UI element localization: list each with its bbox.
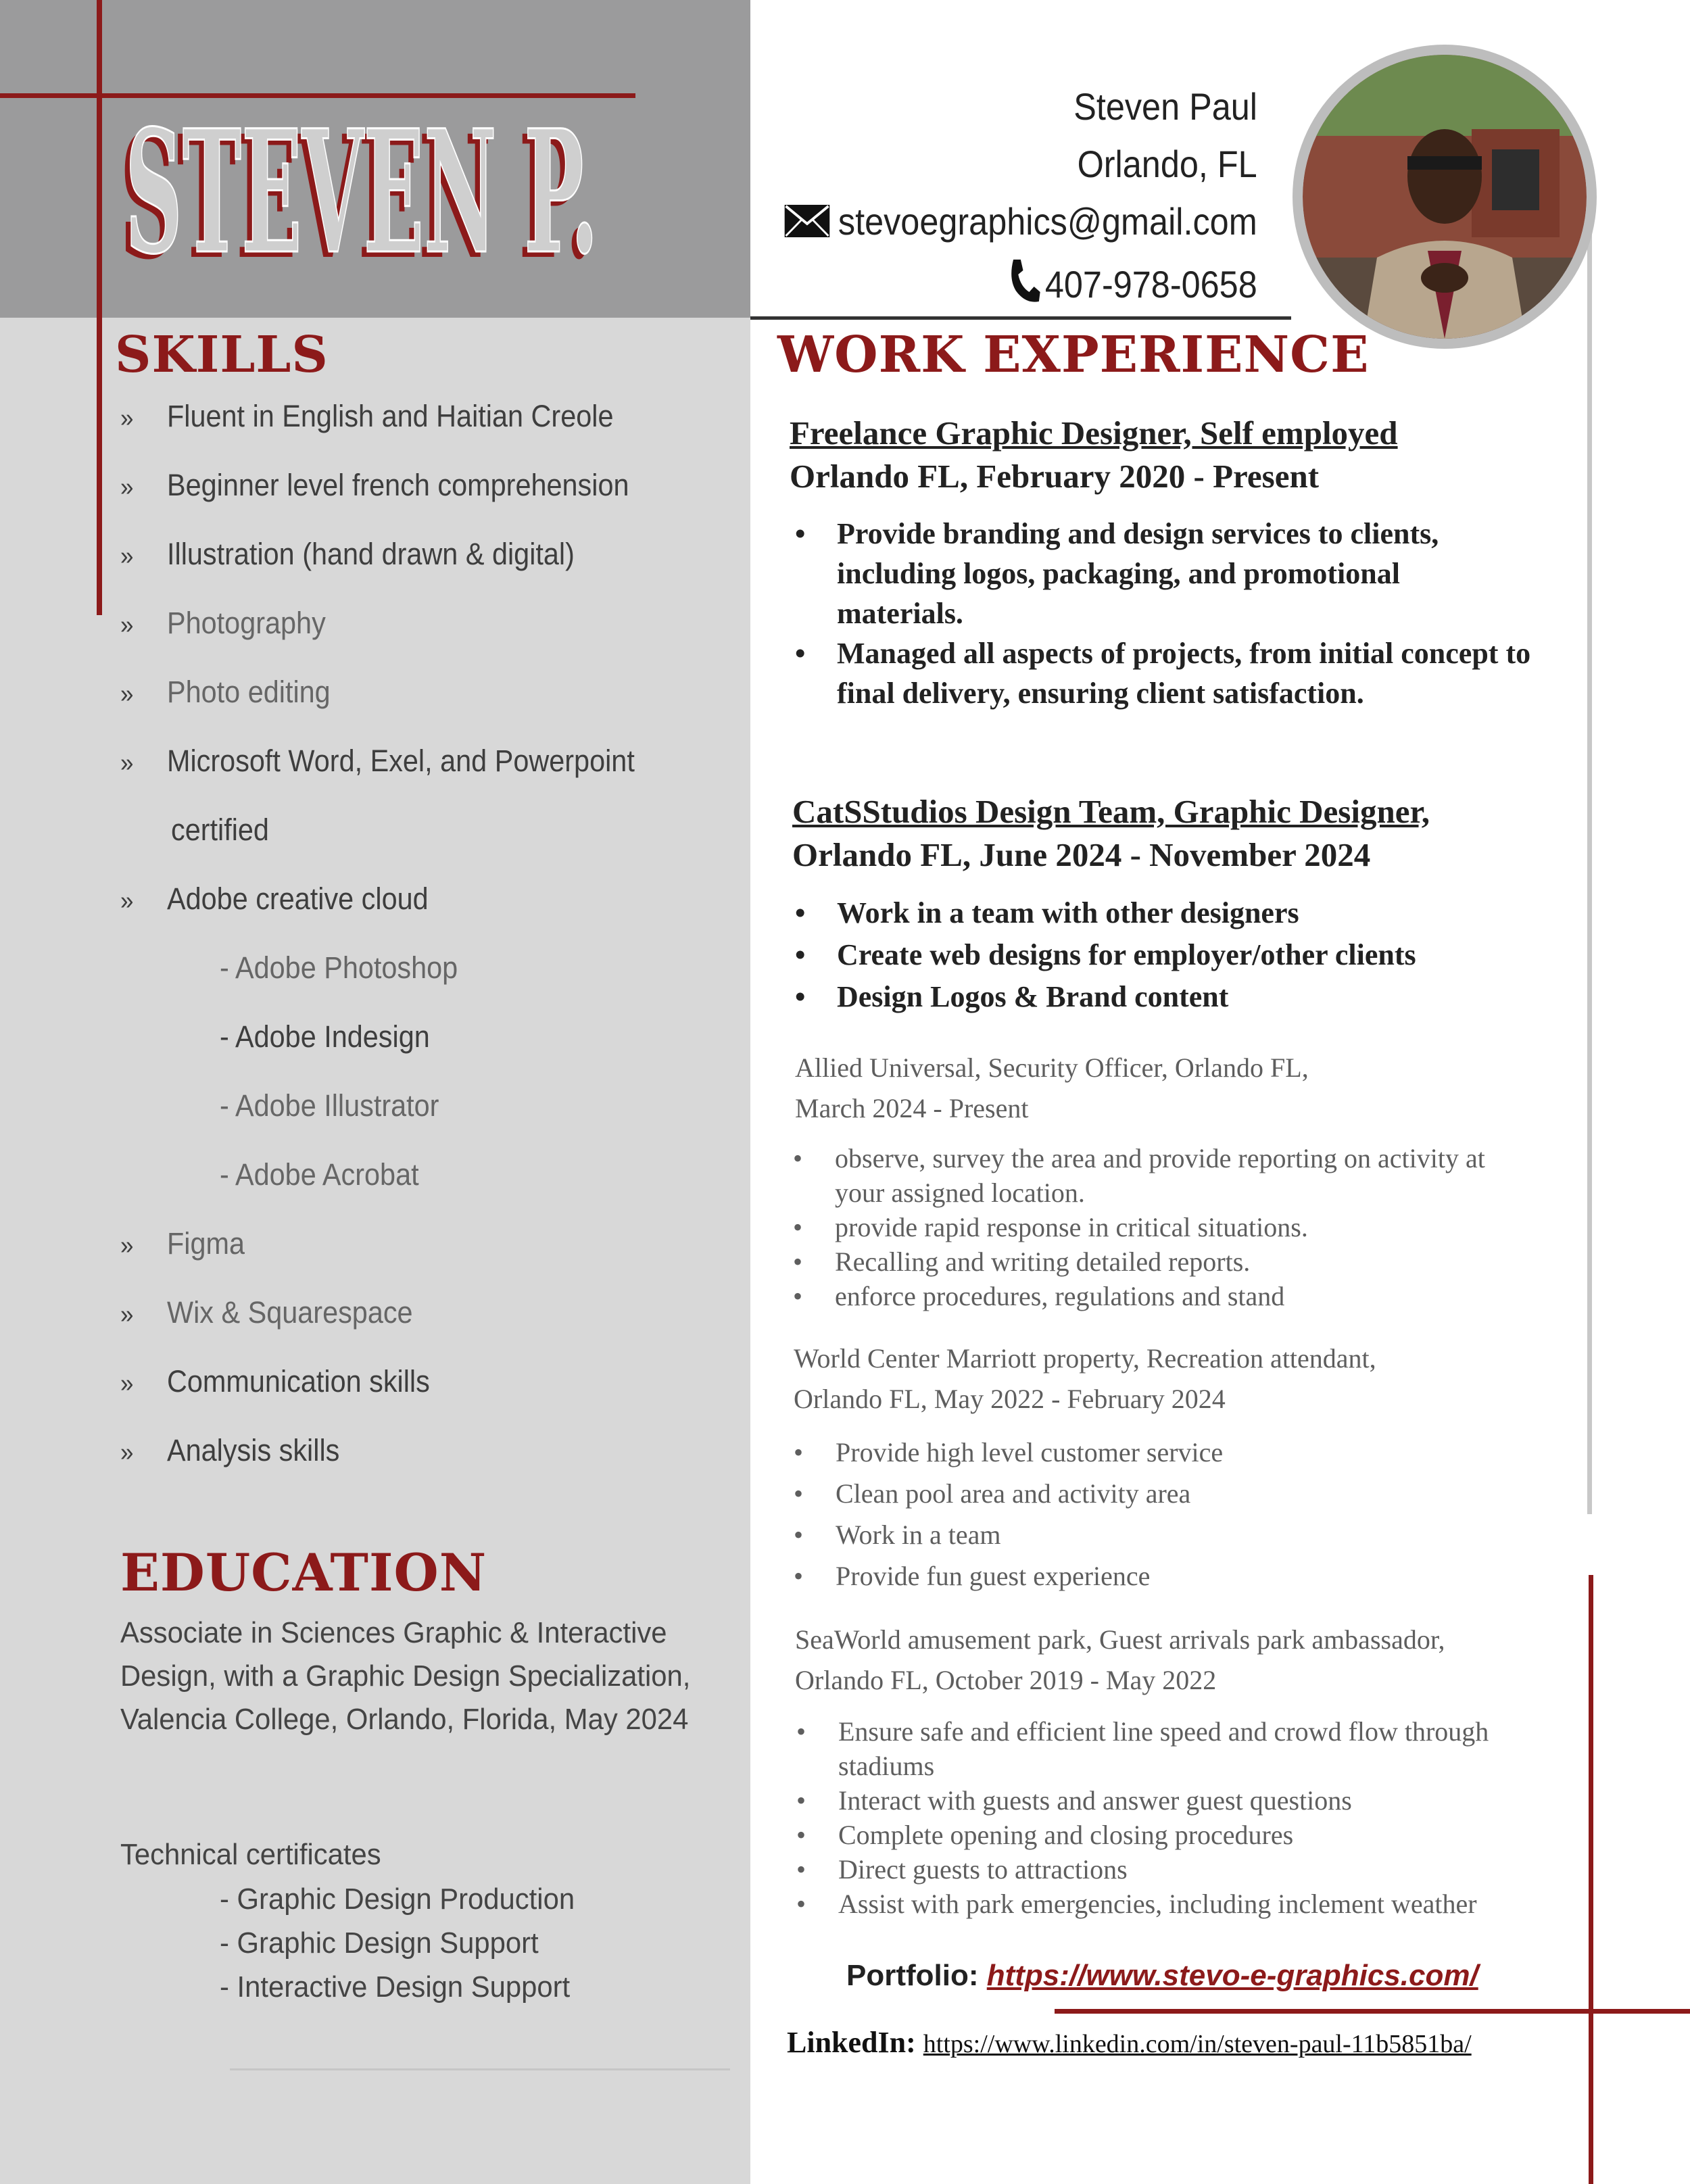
list-item: • provide rapid response in critical situations. (788, 1210, 1538, 1244)
job-subheading: Orlando FL, June 2024 - November 2024 (792, 836, 1371, 873)
linkedin-link[interactable]: https://www.linkedin.com/in/steven-paul-11b5851ba/ (923, 2030, 1472, 2058)
skill-item-continuation: certified (171, 812, 269, 847)
education-title: EDUCATION (120, 1543, 487, 1603)
right-rule-gray (1587, 176, 1592, 1514)
bullet-icon: » (120, 1301, 134, 1329)
avatar (1303, 55, 1587, 339)
work-title: WORK EXPERIENCE (777, 326, 1370, 384)
skill-item: » Adobe creative cloud (120, 881, 429, 916)
skill-item: » Microsoft Word, Exel, and Powerpoint (120, 744, 635, 778)
job-bullets (790, 892, 1533, 1018)
contact-phone[interactable] (1007, 257, 1257, 306)
list-item: • Interact with guests and answer guest questions (791, 1783, 1555, 1818)
list-item: • Managed all aspects of projects, from initial concept to final delivery, ensuring client satisfaction. (790, 633, 1533, 713)
linkedin-label: LinkedIn: (787, 2026, 916, 2059)
contact-location: Orlando, FL (1077, 143, 1257, 185)
job-bullets (788, 1141, 1538, 1313)
bullet-icon: » (120, 680, 134, 708)
job-subheading: Orlando FL, May 2022 - February 2024 (794, 1384, 1226, 1414)
bullet-icon: » (120, 1438, 134, 1467)
skill-item: » Fluent in English and Haitian Creole (120, 399, 614, 433)
job-bullets (791, 1714, 1555, 1921)
cert-title: Technical certificates (120, 1838, 381, 1871)
list-item: • Provide high level customer service (788, 1432, 1539, 1473)
cert-item: - Interactive Design Support (220, 1970, 571, 2004)
portfolio-label: Portfolio: (846, 1959, 979, 1992)
list-item: • Assist with park emergencies, including inclement weather (791, 1887, 1555, 1921)
skill-item: » Photography (120, 606, 326, 640)
list-item: • Design Logos & Brand content (790, 976, 1533, 1018)
list-item: • enforce procedures, regulations and stand (788, 1279, 1538, 1313)
divider (230, 2068, 730, 2070)
portfolio-link[interactable]: https://www.stevo-e-graphics.com/ (986, 1959, 1478, 1992)
job-subheading: March 2024 - Present (795, 1093, 1029, 1123)
contact-name: Steven Paul (1073, 85, 1257, 128)
skill-item: » Beginner level french comprehension (120, 468, 629, 502)
job-heading: Freelance Graphic Designer, Self employed (790, 414, 1398, 452)
bullet-icon: » (120, 542, 134, 571)
portfolio-line (846, 1959, 1478, 1993)
job-heading: Allied Universal, Security Officer, Orlando FL, (795, 1052, 1309, 1083)
avatar-frame (1293, 45, 1597, 349)
education-degree: Associate in Sciences Graphic & Interactive Design, with a Graphic Design Specialization, Valencia College, Orlando, Florida, May 2024 (120, 1616, 691, 1736)
list-item: • Provide branding and design services to clients, including logos, packaging, and promotional materials. (790, 514, 1533, 633)
skill-item: » Communication skills (120, 1364, 430, 1399)
list-item: • Complete opening and closing procedures (791, 1818, 1555, 1852)
list-item: • Create web designs for employer/other clients (790, 934, 1533, 976)
vertical-rule-red (97, 0, 102, 615)
bullet-icon: » (120, 404, 134, 433)
list-item: • Work in a team with other designers (790, 892, 1533, 934)
skill-item: » Illustration (hand drawn & digital) (120, 537, 575, 571)
list-item: • Direct guests to attractions (791, 1852, 1555, 1887)
cert-item: - Graphic Design Production (220, 1883, 575, 1916)
bullet-icon: » (120, 473, 134, 502)
envelope-icon (783, 203, 831, 239)
skill-subitem: - Adobe Acrobat (220, 1157, 419, 1192)
job-bullets (788, 1432, 1539, 1597)
job-subheading: Orlando FL, October 2019 - May 2022 (795, 1665, 1217, 1695)
bullet-icon: » (120, 1232, 134, 1260)
steven-p-logo (118, 101, 619, 304)
skill-item: » Analysis skills (120, 1433, 340, 1467)
list-item: • observe, survey the area and provide reporting on activity at your assigned location. (788, 1141, 1538, 1210)
bullet-icon: » (120, 749, 134, 777)
bullet-icon: » (120, 887, 134, 915)
logo-text-shadow: STEVEN P. (120, 101, 593, 297)
contact-rule (750, 316, 1291, 320)
email-text: stevoegraphics@gmail.com (838, 200, 1257, 243)
job-bullets (790, 514, 1533, 713)
skills-title: SKILLS (115, 326, 329, 384)
header-rule-red (0, 93, 635, 98)
list-item: • Recalling and writing detailed reports. (788, 1244, 1538, 1279)
skill-subitem: - Adobe Photoshop (220, 950, 458, 985)
bottom-rule-red (1055, 2009, 1690, 2014)
job-subheading: Orlando FL, February 2020 - Present (790, 458, 1320, 495)
bullet-icon: » (120, 611, 134, 639)
phone-icon (1007, 257, 1041, 304)
list-item: • Clean pool area and activity area (788, 1473, 1539, 1514)
skill-subitem: - Adobe Illustrator (220, 1088, 439, 1123)
logo-text: STEVEN P. (125, 101, 598, 291)
bullet-icon: » (120, 1369, 134, 1398)
skill-subitem: - Adobe Indesign (220, 1019, 430, 1054)
list-item: • Work in a team (788, 1514, 1539, 1555)
contact-email[interactable] (783, 199, 1257, 243)
skill-item: » Photo editing (120, 675, 331, 709)
cert-item: - Graphic Design Support (220, 1926, 539, 1960)
skill-item: » Wix & Squarespace (120, 1295, 413, 1330)
phone-text: 407-978-0658 (1045, 263, 1257, 306)
list-item: • Provide fun guest experience (788, 1555, 1539, 1597)
linkedin-line (787, 2025, 1472, 2060)
bottom-vertical-rule-red (1589, 1575, 1593, 2184)
list-item: • Ensure safe and efficient line speed and crowd flow through stadiums (791, 1714, 1555, 1783)
job-heading: SeaWorld amusement park, Guest arrivals park ambassador, (795, 1624, 1445, 1655)
job-heading: CatSStudios Design Team, Graphic Designer, (792, 793, 1430, 830)
job-heading: World Center Marriott property, Recreation attendant, (794, 1343, 1376, 1374)
skill-item: » Figma (120, 1226, 245, 1261)
